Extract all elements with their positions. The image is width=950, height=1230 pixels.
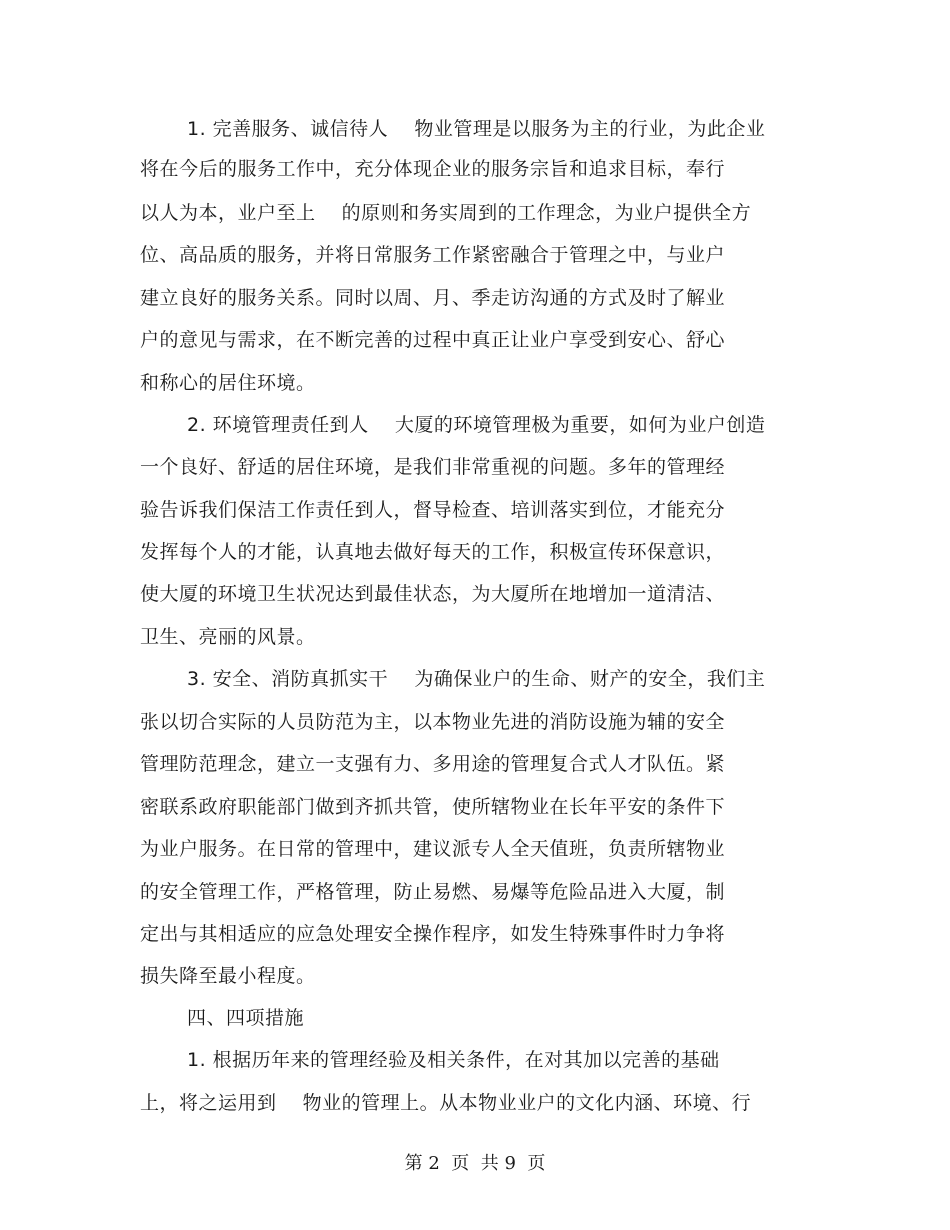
paragraph-3-line-8: 损失降至最小程度。 [140,965,316,987]
paragraph-3-line-6: 的安全管理工作，严格管理，防止易燃、易爆等危险品进入大厦，制 [140,881,726,903]
paragraph-1-line-2: 将在今后的服务工作中，充分体现企业的服务宗旨和追求目标，奉行 [140,158,726,180]
paragraph-4-line-1: 1. 根据历年来的管理经验及相关条件，在对其加以完善的基础 [187,1049,720,1071]
paragraph-3-line-1: 3. 安全、消防真抓实干 为确保业户的生命、财产的安全，我们主 [187,668,766,690]
paragraph-2-line-1: 2. 环境管理责任到人 大厦的环境管理极为重要，如何为业户创造 [187,414,766,436]
paragraph-3-line-2: 张以切合实际的人员防范为主，以本物业先进的消防设施为辅的安全 [140,711,726,733]
paragraph-3-line-4: 密联系政府职能部门做到齐抓共管，使所辖物业在长年平安的条件下 [140,796,726,818]
paragraph-4-line-2: 上，将之运用到 物业的管理上。从本物业业户的文化内涵、环境、行 [140,1092,752,1114]
paragraph-1-line-4: 位、高品质的服务，并将日常服务工作紧密融合于管理之中，与业户 [140,244,726,266]
paragraph-2-line-4: 发挥每个人的才能，认真地去做好每天的工作，积极宣传环保意识， [140,541,726,563]
paragraph-2-line-5: 使大厦的环境卫生状况达到最佳状态，为大厦所在地增加一道清洁、 [140,583,726,605]
paragraph-3-line-3: 管理防范理念，建立一支强有力、多用途的管理复合式人才队伍。紧 [140,753,726,775]
paragraph-1-line-7: 和称心的居住环境。 [140,372,316,394]
page-footer: 第 2 页 共 9 页 [404,1153,546,1174]
paragraph-2-line-6: 卫生、亮丽的风景。 [140,626,316,648]
section-heading: 四、四项措施 [187,1007,305,1029]
paragraph-1-line-3: 以人为本，业户至上 的原则和务实周到的工作理念，为业户提供全方 [140,202,752,224]
paragraph-3-line-5: 为业户服务。在日常的管理中，建议派专人全天值班，负责所辖物业 [140,838,726,860]
paragraph-2-line-3: 验告诉我们保洁工作责任到人，督导检查、培训落实到位，才能充分 [140,499,726,521]
paragraph-1-line-5: 建立良好的服务关系。同时以周、月、季走访沟通的方式及时了解业 [140,287,726,309]
paragraph-1-line-1: 1. 完善服务、诚信待人 物业管理是以服务为主的行业，为此企业 [187,118,766,140]
paragraph-3-line-7: 定出与其相适应的应急处理安全操作程序，如发生特殊事件时力争将 [140,923,726,945]
paragraph-2-line-2: 一个良好、舒适的居住环境，是我们非常重视的问题。多年的管理经 [140,456,726,478]
paragraph-1-line-6: 户的意见与需求，在不断完善的过程中真正让业户享受到安心、舒心 [140,329,726,351]
